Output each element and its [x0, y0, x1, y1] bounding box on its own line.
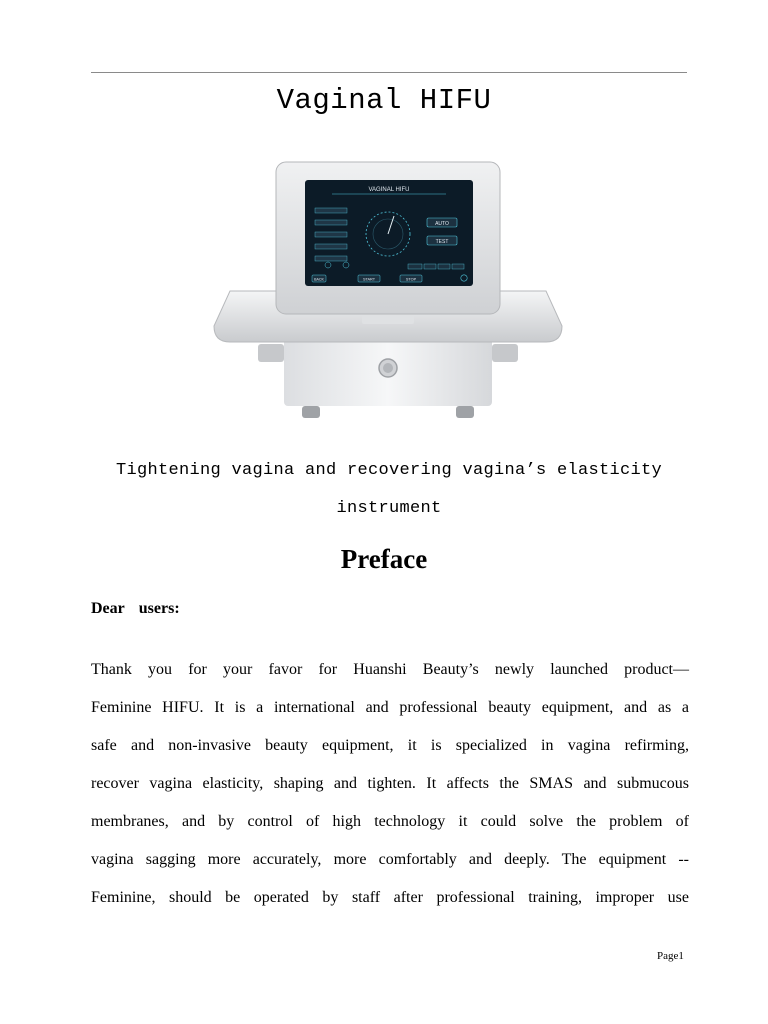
screen-start-button: START: [362, 277, 376, 282]
caption-line-2: instrument: [336, 499, 442, 518]
paragraph-line: Thank you for your favor for Huanshi Beauty’s newly launched product—: [91, 661, 689, 678]
paragraph-line: vagina sagging more accurately, more comfortably and deeply. The equipment --: [91, 851, 689, 868]
document-title: Vaginal HIFU: [276, 84, 492, 117]
screen-stop-button: STOP: [405, 277, 417, 282]
paragraph-line: membranes, and by control of high technology it could solve the problem of: [91, 813, 689, 830]
greeting-word-2: users:: [138, 600, 180, 617]
image-caption: [100, 452, 678, 528]
page-number: Page1: [657, 950, 684, 962]
paragraph-line: Feminine, should be operated by staff after professional training, improper use: [91, 889, 689, 906]
preface-paragraph: [91, 651, 689, 917]
header-rule: [91, 72, 687, 73]
screen-title: VAGINAL HIFU: [368, 187, 410, 193]
caption-line-1: Tightening vagina and recovering vagina’s elasticity: [115, 461, 663, 480]
section-heading: Preface: [340, 544, 428, 574]
paragraph-line: safe and non-invasive beauty equipment, it is specialized in vagina refirming,: [91, 737, 689, 754]
greeting-word-1: Dear: [91, 600, 125, 617]
paragraph-line: recover vagina elasticity, shaping and tighten. It affects the SMAS and submucous: [91, 775, 689, 792]
screen-auto-button: AUTO: [435, 221, 449, 227]
screen-back-button: BACK: [314, 277, 324, 282]
device-illustration: [212, 158, 564, 420]
greeting: [91, 600, 180, 618]
screen-test-button: TEST: [435, 239, 449, 245]
paragraph-line: Feminine HIFU. It is a international and professional beauty equipment, and as a: [91, 699, 689, 716]
